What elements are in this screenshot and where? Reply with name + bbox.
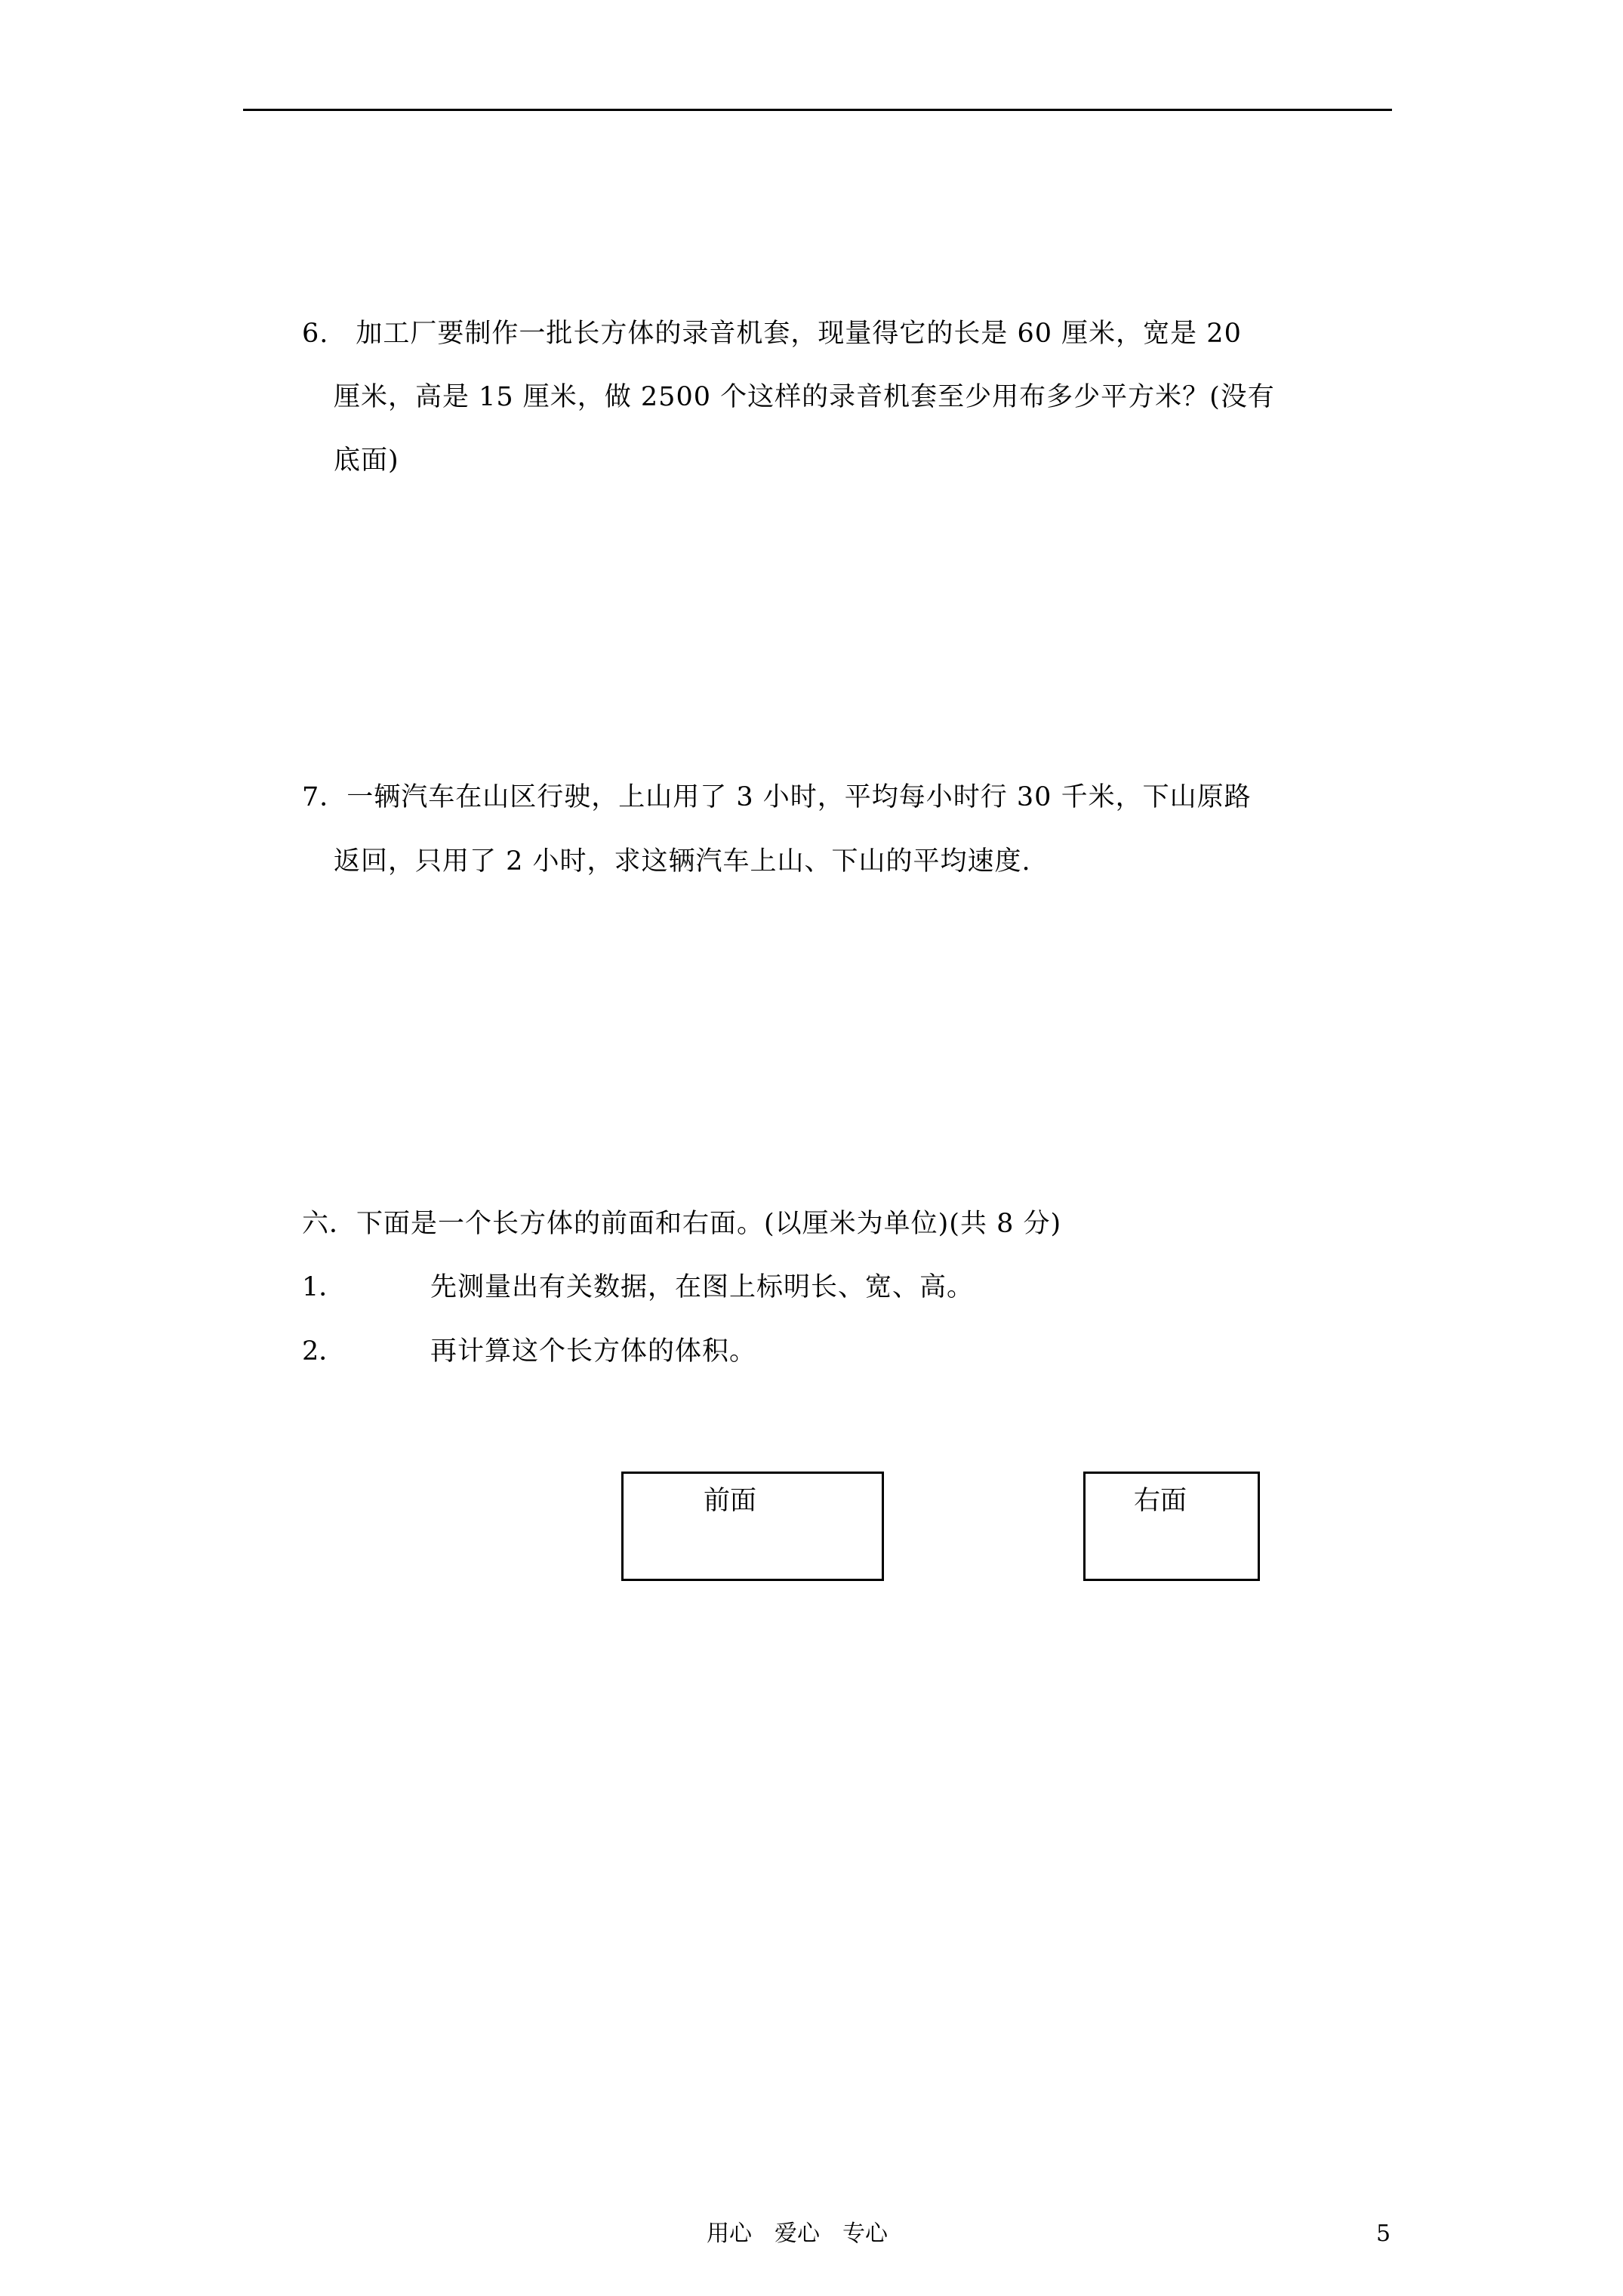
question6-line1: 6. 加工厂要制作一批长方体的录音机套，现量得它的长是 60 厘米，宽是 20 [302, 319, 1242, 349]
front-face-label: 前面 [704, 1486, 757, 1516]
question7-line1: 7．一辆汽车在山区行驶，上山用了 3 小时，平均每小时行 30 千米，下山原路 [302, 782, 1252, 812]
section6-item2-text: 再计算这个长方体的体积。 [430, 1336, 757, 1367]
header-rule [243, 109, 1392, 111]
question6-line3: 底面) [334, 445, 399, 476]
footer-motto: 用心 爱心 专心 [707, 2220, 888, 2247]
front-face-box [621, 1472, 884, 1581]
section6-item1-number: 1． [302, 1272, 346, 1302]
right-face-label: 右面 [1134, 1486, 1187, 1516]
section6-item1-text: 先测量出有关数据，在图上标明长、宽、高。 [430, 1272, 975, 1302]
question7-line2: 返回，只用了 2 小时，求这辆汽车上山、下山的平均速度. [334, 846, 1031, 877]
right-face-box [1083, 1472, 1260, 1581]
page-number: 5 [1376, 2220, 1391, 2247]
question6-line2: 厘米，高是 15 厘米，做 2500 个这样的录音机套至少用布多少平方米？(没有 [334, 382, 1275, 412]
section6-item2-number: 2． [302, 1336, 346, 1367]
section6-heading: 六．下面是一个长方体的前面和右面。(以厘米为单位)(共 8 分) [302, 1209, 1062, 1239]
